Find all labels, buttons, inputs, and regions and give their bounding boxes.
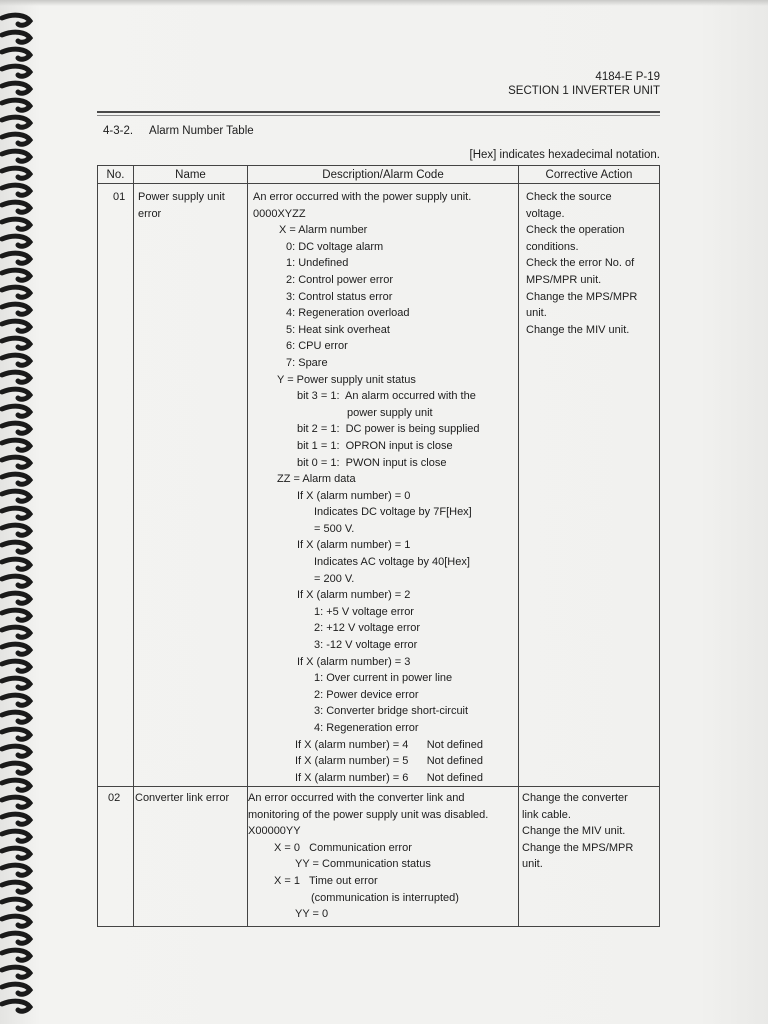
binding-coil (2, 644, 30, 654)
description-line: If X (alarm number) = 4 Not defined (295, 738, 483, 751)
binding-coil (2, 338, 30, 348)
row-02-corrective-action (522, 790, 633, 873)
description-line: = 200 V. (314, 572, 355, 585)
binding-coil (2, 763, 30, 773)
column-divider (518, 166, 519, 926)
description-line: 6: CPU error (286, 340, 348, 353)
binding-coil (2, 712, 30, 722)
description-line: 1: Undefined (286, 257, 349, 270)
binding-coil (2, 576, 30, 586)
name-line: Power supply unit (138, 191, 225, 203)
binding-coil (2, 661, 30, 671)
binding-coil (2, 15, 30, 25)
binding-coil (2, 899, 30, 909)
description-line: 2: Power device error (314, 688, 419, 701)
description-line: power supply unit (347, 406, 433, 419)
action-line: Change the MIV unit. (522, 825, 626, 838)
description-line: 1: +5 V voltage error (314, 605, 414, 618)
binding-coil (2, 542, 30, 552)
column-divider (133, 166, 134, 926)
binding-coil (2, 168, 30, 178)
description-line: bit 1 = 1: OPRON input is close (297, 439, 453, 452)
binding-coil (2, 508, 30, 518)
binding-coil (2, 848, 30, 858)
action-line: Change the MPS/MPR (522, 841, 634, 854)
binding-coil (2, 253, 30, 263)
description-line: 0000XYZZ (253, 207, 306, 220)
description-line: If X (alarm number) = 2 (297, 589, 411, 602)
description-line: (communication is interrupted) (311, 891, 459, 904)
description-line: 7: Spare (286, 356, 328, 369)
binding-coil (2, 270, 30, 280)
binding-coil (2, 950, 30, 960)
document-id: 4184-E P-19 (595, 71, 660, 83)
description-line: If X (alarm number) = 3 (297, 655, 411, 668)
binding-coil (2, 151, 30, 161)
binding-coil (2, 117, 30, 127)
description-line: 1: Over current in power line (314, 672, 453, 685)
binding-coil (2, 627, 30, 637)
description-line: Indicates DC voltage by 7F[Hex] (314, 506, 472, 519)
binding-coil (2, 678, 30, 688)
binding-coil (2, 916, 30, 926)
row-01-number: 01 (113, 191, 126, 203)
binding-coil (2, 1001, 30, 1011)
binding-coil (2, 49, 30, 59)
description-line: Y = Power supply unit status (277, 373, 416, 386)
binding-coil (2, 610, 30, 620)
description-line: 5: Heat sink overheat (286, 323, 390, 336)
action-line: unit. (522, 858, 543, 871)
description-line: = 500 V. (314, 522, 355, 535)
description-line: 4: Regeneration error (314, 722, 419, 734)
description-line: 3: -12 V voltage error (314, 639, 418, 652)
action-line: link cable. (522, 808, 571, 821)
action-line: conditions. (526, 240, 579, 253)
binding-coil (2, 100, 30, 110)
description-line: An error occurred with the power supply unit. (253, 191, 472, 203)
description-line: If X (alarm number) = 5 Not defined (295, 755, 483, 768)
section-header: SECTION 1 INVERTER UNIT (508, 85, 660, 97)
row-01-description (253, 189, 483, 786)
binding-coil (2, 984, 30, 994)
description-line: 2: +12 V voltage error (314, 622, 421, 635)
section-title: Alarm Number Table (149, 125, 254, 137)
binding-coil (2, 83, 30, 93)
binding-coil (2, 134, 30, 144)
column-header-corrective-action: Corrective Action (545, 169, 633, 181)
binding-coil (2, 474, 30, 484)
binding-coil (2, 457, 30, 467)
binding-coil (2, 321, 30, 331)
action-line: voltage. (526, 207, 565, 220)
section-number: 4-3-2. (103, 125, 134, 137)
description-line: X = 1 Time out error (274, 874, 378, 887)
name-line: Converter link error (135, 792, 230, 804)
binding-coil (2, 440, 30, 450)
description-line: ZZ = Alarm data (277, 473, 356, 486)
header-rule (97, 111, 660, 113)
name-line: error (138, 207, 162, 220)
column-header-description: Description/Alarm Code (322, 169, 444, 181)
description-line: X00000YY (248, 825, 301, 838)
binding-coil (2, 559, 30, 569)
binding-coil (2, 831, 30, 841)
binding-coil (2, 491, 30, 501)
binding-coil (2, 933, 30, 943)
description-line: X = 0 Communication error (274, 841, 412, 854)
description-line: Indicates AC voltage by 40[Hex] (314, 556, 470, 569)
description-line: YY = 0 (295, 908, 329, 921)
binding-coil (2, 814, 30, 824)
action-line: unit. (526, 307, 547, 320)
description-line: X = Alarm number (279, 224, 368, 237)
row-02-name (135, 790, 229, 807)
description-line: If X (alarm number) = 0 (297, 489, 411, 502)
description-line: bit 2 = 1: DC power is being supplied (297, 423, 480, 436)
binding-coil (2, 355, 30, 365)
action-line: MPS/MPR unit. (526, 273, 602, 286)
binding-coil (2, 593, 30, 603)
action-line: Check the source (526, 191, 612, 203)
description-line: If X (alarm number) = 6 Not defined (295, 771, 483, 784)
action-line: Change the converter (522, 792, 628, 804)
description-line: 0: DC voltage alarm (286, 240, 384, 253)
scan-edge-shadow (0, 0, 768, 6)
binding-coil (2, 695, 30, 705)
binding-coil (2, 780, 30, 790)
action-line: Change the MIV unit. (526, 323, 630, 336)
header-rule-thin (97, 115, 660, 116)
binding-coil (2, 287, 30, 297)
hex-notation-note: [Hex] indicates hexadecimal notation. (469, 149, 660, 161)
description-line: An error occurred with the converter link and (248, 792, 465, 804)
action-line: Check the error No. of (526, 257, 635, 270)
binding-coil (2, 219, 30, 229)
column-header-no: No. (106, 169, 125, 181)
row-02-number: 02 (108, 792, 121, 804)
binding-coil (2, 746, 30, 756)
binding-coil (2, 967, 30, 977)
binding-coil (2, 372, 30, 382)
row-01-corrective-action (526, 189, 637, 338)
description-line: bit 0 = 1: PWON input is close (297, 456, 447, 469)
binding-coil (2, 304, 30, 314)
binding-coil (2, 406, 30, 416)
description-line: 2: Control power error (286, 273, 393, 286)
description-line: 3: Converter bridge short-circuit (314, 705, 469, 718)
binding-coil (2, 32, 30, 42)
row-01-name (138, 189, 225, 222)
binding-coil (2, 729, 30, 739)
description-line: YY = Communication status (295, 858, 431, 871)
header-row-divider (98, 183, 659, 184)
binding-coil (2, 236, 30, 246)
binding-coil (2, 185, 30, 195)
binding-coil (2, 202, 30, 212)
binding-coil (2, 66, 30, 76)
description-line: If X (alarm number) = 1 (297, 539, 411, 552)
binding-coil (2, 865, 30, 875)
binding-coil (2, 882, 30, 892)
section-heading (103, 125, 254, 137)
description-line: bit 3 = 1: An alarm occurred with the (297, 390, 476, 403)
description-line: 3: Control status error (286, 290, 393, 303)
action-line: Check the operation (526, 224, 625, 237)
action-line: Change the MPS/MPR (526, 290, 638, 303)
binding-coil (2, 389, 30, 399)
description-line: monitoring of the power supply unit was disabled. (248, 808, 489, 821)
column-header-name: Name (175, 169, 206, 181)
binding-coil (2, 525, 30, 535)
spiral-binding (0, 10, 40, 1020)
row-02-description (248, 790, 488, 923)
binding-coil (2, 797, 30, 807)
description-line: 4: Regeneration overload (286, 307, 410, 320)
binding-coil (2, 423, 30, 433)
alarm-number-table (97, 165, 660, 927)
